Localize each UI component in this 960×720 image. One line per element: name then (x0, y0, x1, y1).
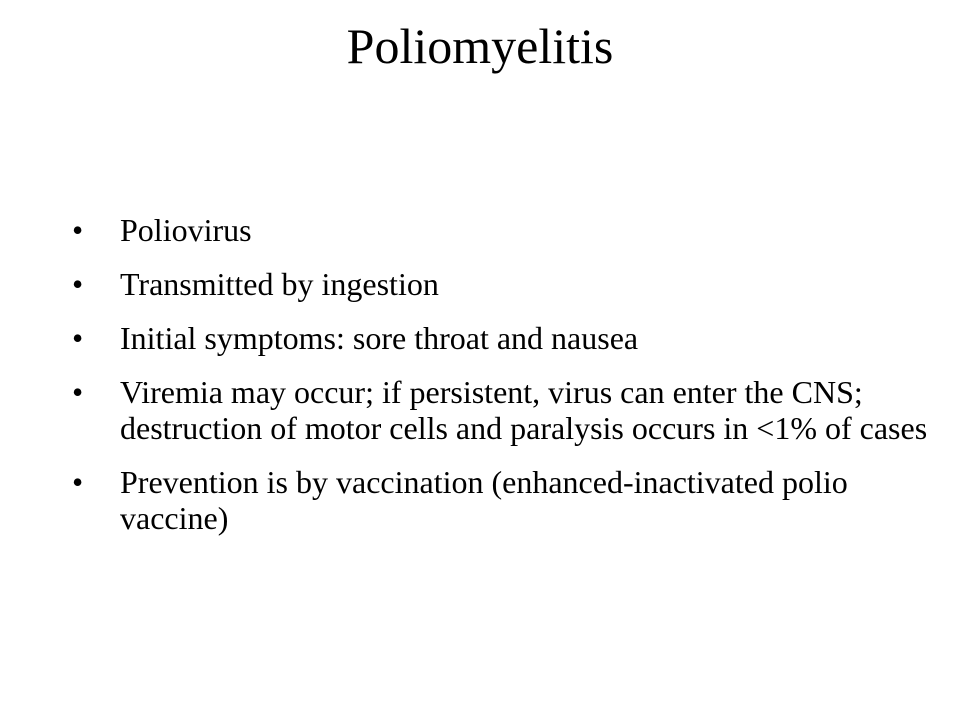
bullet-dot-icon: • (72, 212, 84, 248)
bullet-text: Transmitted by ingestion (120, 266, 439, 302)
slide-title: Poliomyelitis (346, 18, 614, 74)
bullet-text: Viremia may occur; if persistent, virus can enter the CNS; destruction of motor cells and paralysis occurs in <1% of cases (120, 374, 928, 446)
bullet-list (72, 212, 932, 554)
bullet-item (72, 320, 932, 356)
bullet-text: Poliovirus (120, 212, 252, 248)
bullet-item (72, 374, 932, 446)
bullet-text: Prevention is by vaccination (enhanced-inactivated polio vaccine) (120, 464, 848, 536)
bullet-item (72, 212, 932, 248)
bullet-text: Initial symptoms: sore throat and nausea (120, 320, 639, 356)
bullet-item (72, 464, 932, 536)
bullet-dot-icon: • (72, 266, 84, 302)
bullet-item (72, 266, 932, 302)
bullet-dot-icon: • (72, 374, 84, 410)
bullet-dot-icon: • (72, 464, 84, 500)
bullet-dot-icon: • (72, 320, 84, 356)
